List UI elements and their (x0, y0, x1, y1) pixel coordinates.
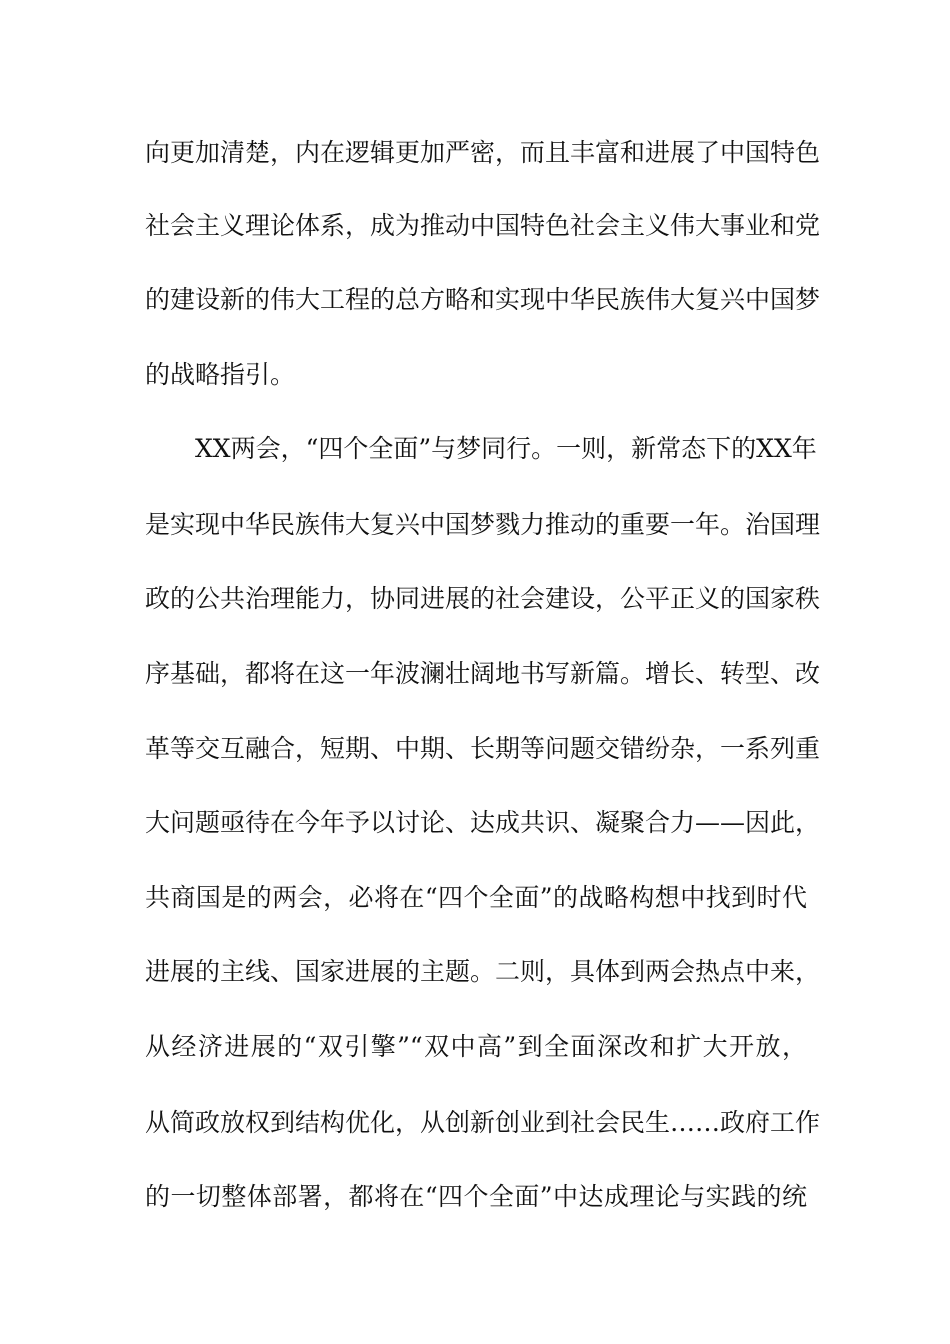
text-line: 的建设新的伟大工程的总方略和实现中华民族伟大复兴中国梦 (145, 285, 821, 314)
text-line: 从经济进展的“双引擎”“双中高”到全面深改和扩大开放， (145, 1032, 807, 1061)
text-line: 共商国是的两会，必将在“四个全面”的战略构想中找到时代 (145, 883, 807, 912)
text-line: 社会主义理论体系，成为推动中国特色社会主义伟大事业和党 (145, 211, 821, 240)
text-line: 政的公共治理能力，协同进展的社会建设，公平正义的国家秩 (145, 584, 821, 613)
text-line: 向更加清楚，内在逻辑更加严密，而且丰富和进展了中国特色 (145, 138, 821, 167)
text-line: 革等交互融合，短期、中期、长期等问题交错纷杂，一系列重 (145, 734, 821, 763)
text-line: 的战略指引。 (145, 360, 296, 389)
text-line: 从简政放权到结构优化，从创新创业到社会民生……政府工作 (145, 1108, 821, 1137)
text-line: 进展的主线、国家进展的主题。二则，具体到两会热点中来， (145, 957, 821, 986)
text-line: 的一切整体部署，都将在“四个全面”中达成理论与实践的统 (145, 1182, 807, 1211)
paragraph-start-line: XX两会，“四个全面”与梦同行。一则，新常态下的XX年 (195, 434, 817, 463)
text-line: 大问题亟待在今年予以讨论、达成共识、凝聚合力——因此， (145, 808, 821, 837)
text-line: 序基础，都将在这一年波澜壮阔地书写新篇。增长、转型、改 (145, 659, 821, 688)
text-line: 是实现中华民族伟大复兴中国梦戮力推动的重要一年。治国理 (145, 510, 821, 539)
